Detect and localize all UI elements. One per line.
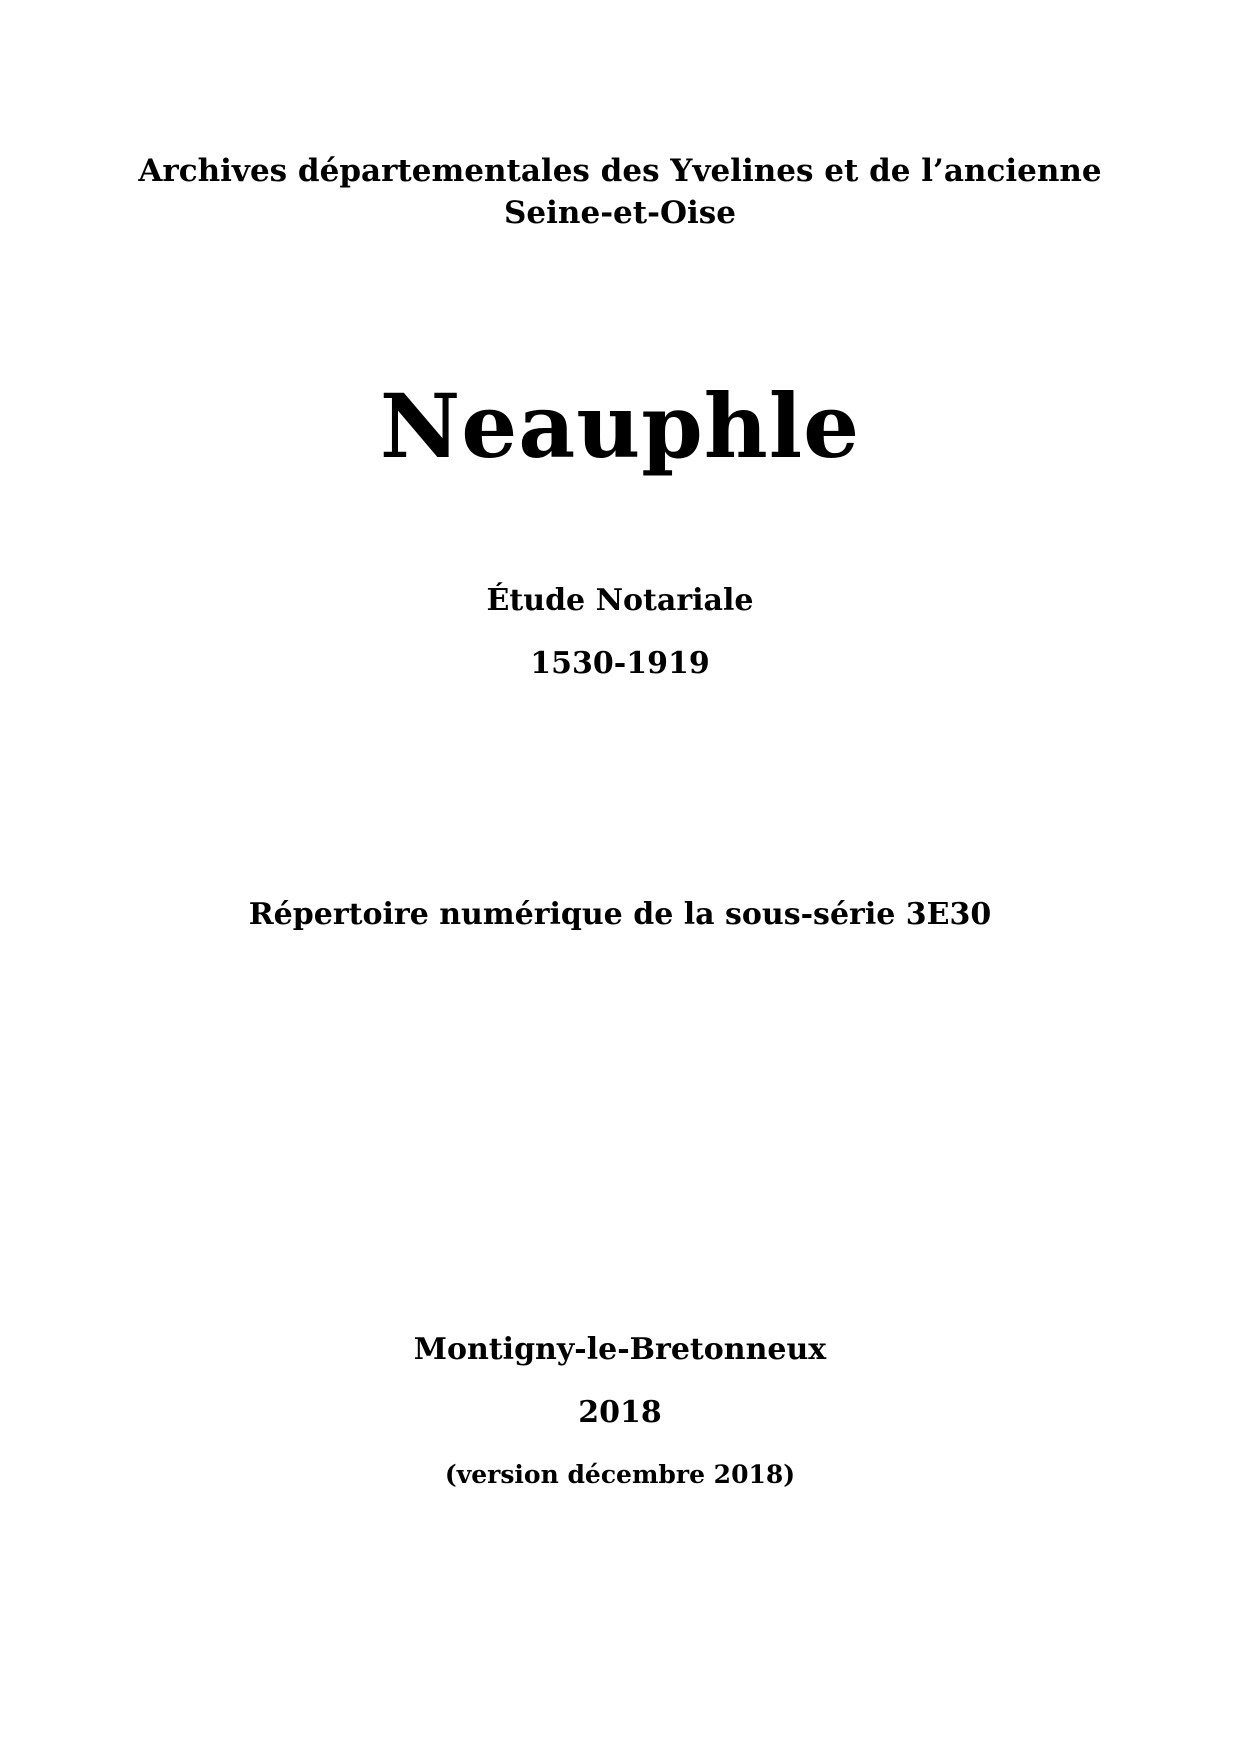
document-subtitle: Étude Notariale [486, 583, 754, 618]
version-note: (version décembre 2018) [444, 1460, 796, 1489]
document-title: Neauphle [379, 374, 861, 478]
publication-year: 2018 [578, 1395, 662, 1430]
repertoire-description: Répertoire numérique de la sous-série 3E30 [248, 897, 992, 932]
publication-place: Montigny-le-Bretonneux [413, 1332, 827, 1367]
date-range: 1530-1919 [530, 646, 710, 681]
institution-line-1: Archives départementales des Yvelines et de l’ancienne [138, 153, 1102, 189]
institution-line-2: Seine-et-Oise [504, 195, 736, 231]
institution-heading [0, 150, 1240, 234]
